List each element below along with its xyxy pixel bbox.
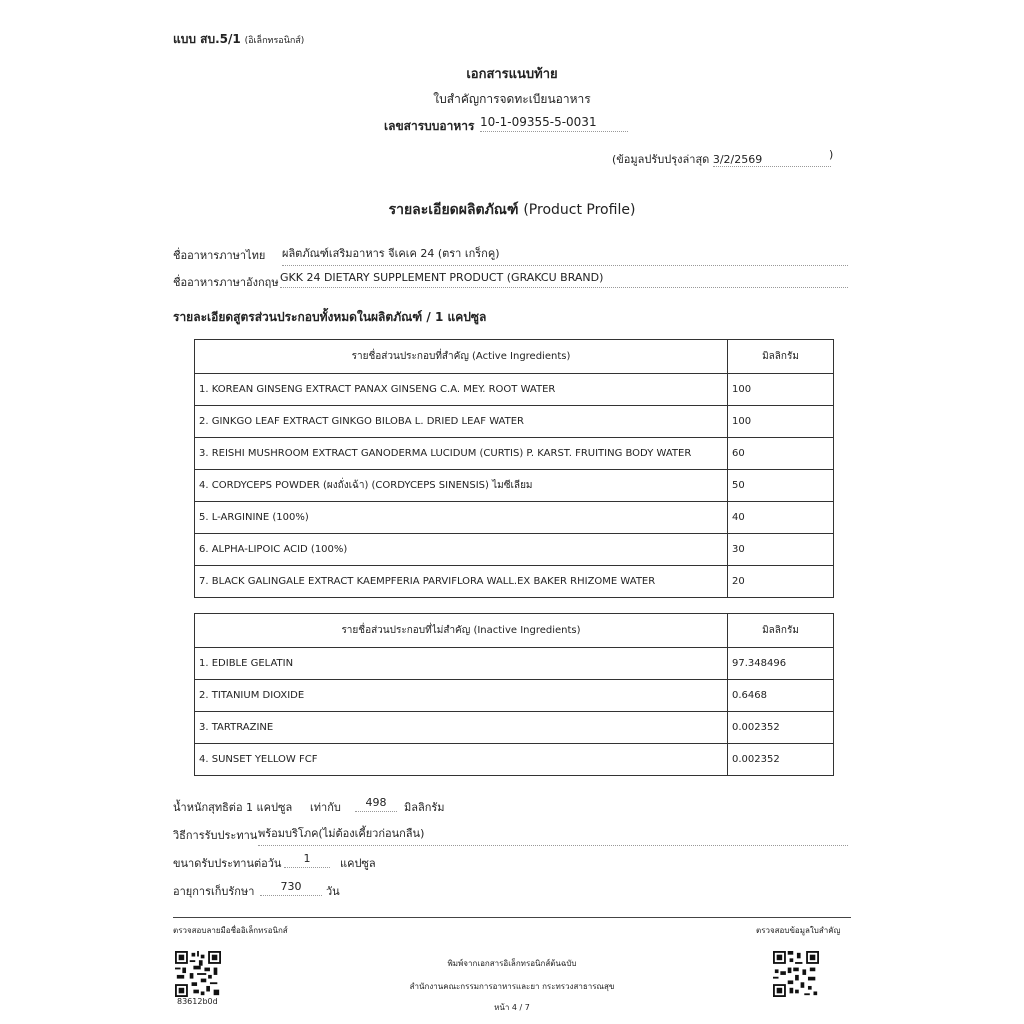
- table-row: [195, 744, 834, 776]
- shelf-life-value: 730: [260, 880, 322, 896]
- ingredient-name: 6. ALPHA-LIPOIC ACID (100%): [195, 534, 728, 566]
- table-row: [195, 566, 834, 598]
- signature-code: 83612b0d: [177, 997, 218, 1006]
- ingredient-name: 4. CORDYCEPS POWDER (ผงถั่งเฉ้า) (CORDYCEPS SINENSIS) ไมซีเลียม: [195, 470, 728, 502]
- ingredient-name: 5. L-ARGININE (100%): [195, 502, 728, 534]
- net-weight-unit: มิลลิกรัม: [404, 801, 445, 814]
- thai-name-label: ชื่ออาหารภาษาไทย: [173, 249, 266, 262]
- net-weight-equals: เท่ากับ: [310, 801, 341, 814]
- thai-name-value: ผลิตภัณฑ์เสริมอาหาร จีเคเค 24 (ตรา เกร็กคู): [282, 244, 848, 266]
- ingredient-amount: 20: [728, 566, 834, 598]
- ingredient-amount: 0.6468: [728, 680, 834, 712]
- last-updated: [612, 148, 834, 168]
- ingredient-name: 7. BLACK GALINGALE EXTRACT KAEMPFERIA PARVIFLORA WALL.EX BAKER RHIZOME WATER: [195, 566, 728, 598]
- printed-from-original: พิมพ์จากเอกสารอิเล็กทรอนิกส์ต้นฉบับ: [447, 959, 577, 968]
- signature-check-caption: ตรวจสอบลายมือชื่ออิเล็กทรอนิกส์: [173, 926, 288, 935]
- daily-dose-value: 1: [284, 852, 330, 868]
- ingredient-amount: 100: [728, 374, 834, 406]
- table-row: [195, 374, 834, 406]
- table-row: [195, 534, 834, 566]
- english-name-value: GKK 24 DIETARY SUPPLEMENT PRODUCT (GRAKCU BRAND): [280, 271, 848, 288]
- last-updated-label: (ข้อมูลปรับปรุงล่าสุด: [612, 153, 710, 166]
- active-unit-header: มิลลิกรัม: [728, 340, 834, 374]
- certificate-check-caption: ตรวจสอบข้อมูลใบสำคัญ: [756, 926, 841, 935]
- inactive-unit-header: มิลลิกรัม: [728, 614, 834, 648]
- daily-dose-unit: แคปซูล: [340, 857, 376, 870]
- ingredient-amount: 30: [728, 534, 834, 566]
- net-weight-value: 498: [355, 796, 397, 812]
- shelf-life-label: อายุการเก็บรักษา: [173, 885, 255, 898]
- product-profile-title: [0, 199, 1024, 221]
- document-title: เอกสารแนบท้าย: [466, 67, 558, 82]
- registration-number: 10-1-09355-5-0031: [480, 115, 628, 132]
- ingredient-name: 4. SUNSET YELLOW FCF: [195, 744, 728, 776]
- table-row: [195, 680, 834, 712]
- net-weight-label: น้ำหนักสุทธิต่อ 1 แคปซูล: [173, 801, 293, 814]
- ingredient-name: 1. KOREAN GINSENG EXTRACT PANAX GINSENG C.A. MEY. ROOT WATER: [195, 374, 728, 406]
- daily-dose-label: ขนาดรับประทานต่อวัน: [173, 857, 282, 870]
- product-profile-title-thai: รายละเอียดผลิตภัณฑ์: [388, 202, 519, 218]
- ingredient-amount: 0.002352: [728, 712, 834, 744]
- english-name-label: ชื่ออาหารภาษาอังกฤษ: [173, 276, 279, 289]
- ingredient-name: 3. REISHI MUSHROOM EXTRACT GANODERMA LUCIDUM (CURTIS) P. KARST. FRUITING BODY WATER: [195, 438, 728, 470]
- ingredient-amount: 60: [728, 438, 834, 470]
- active-header: รายชื่อส่วนประกอบที่สำคัญ (Active Ingredients): [195, 340, 728, 374]
- last-updated-close: ): [829, 148, 834, 161]
- footer-divider: [173, 917, 851, 918]
- active-ingredients-table: [194, 339, 834, 598]
- table-row: [195, 712, 834, 744]
- table-header-row: [195, 614, 834, 648]
- table-row: [195, 438, 834, 470]
- table-row: [195, 406, 834, 438]
- inactive-header: รายชื่อส่วนประกอบที่ไม่สำคัญ (Inactive Ingredients): [195, 614, 728, 648]
- formula-section-title: รายละเอียดสูตรส่วนประกอบทั้งหมดในผลิตภัณฑ์ / 1 แคปซูล: [173, 310, 487, 324]
- document-subtitle: ใบสำคัญการจดทะเบียนอาหาร: [433, 92, 591, 106]
- shelf-life-unit: วัน: [326, 885, 340, 898]
- table-row: [195, 648, 834, 680]
- form-code-main: แบบ สบ.5/1: [173, 32, 241, 46]
- usage-label: วิธีการรับประทาน: [173, 829, 258, 842]
- usage-value: พร้อมบริโภค(ไม่ต้องเคี้ยวก่อนกลืน): [258, 824, 848, 846]
- ingredient-amount: 97.348496: [728, 648, 834, 680]
- page-number: หน้า 4 / 7: [494, 1003, 530, 1012]
- ingredient-name: 3. TARTRAZINE: [195, 712, 728, 744]
- inactive-ingredients-table: [194, 613, 834, 776]
- table-row: [195, 470, 834, 502]
- ingredient-name: 2. TITANIUM DIOXIDE: [195, 680, 728, 712]
- ingredient-amount: 100: [728, 406, 834, 438]
- ingredient-amount: 50: [728, 470, 834, 502]
- ingredient-name: 1. EDIBLE GELATIN: [195, 648, 728, 680]
- last-updated-date: 3/2/2569: [713, 153, 831, 167]
- ingredient-name: 2. GINKGO LEAF EXTRACT GINKGO BILOBA L. DRIED LEAF WATER: [195, 406, 728, 438]
- form-code-sub: (อิเล็กทรอนิกส์): [244, 36, 305, 46]
- table-header-row: [195, 340, 834, 374]
- issuing-office: สำนักงานคณะกรรมการอาหารและยา กระทรวงสาธารณสุข: [409, 982, 615, 991]
- product-profile-title-english: (Product Profile): [523, 202, 636, 218]
- table-row: [195, 502, 834, 534]
- ingredient-amount: 0.002352: [728, 744, 834, 776]
- ingredient-amount: 40: [728, 502, 834, 534]
- registration-label: เลขสารบบอาหาร: [384, 119, 475, 133]
- form-code: [173, 30, 304, 49]
